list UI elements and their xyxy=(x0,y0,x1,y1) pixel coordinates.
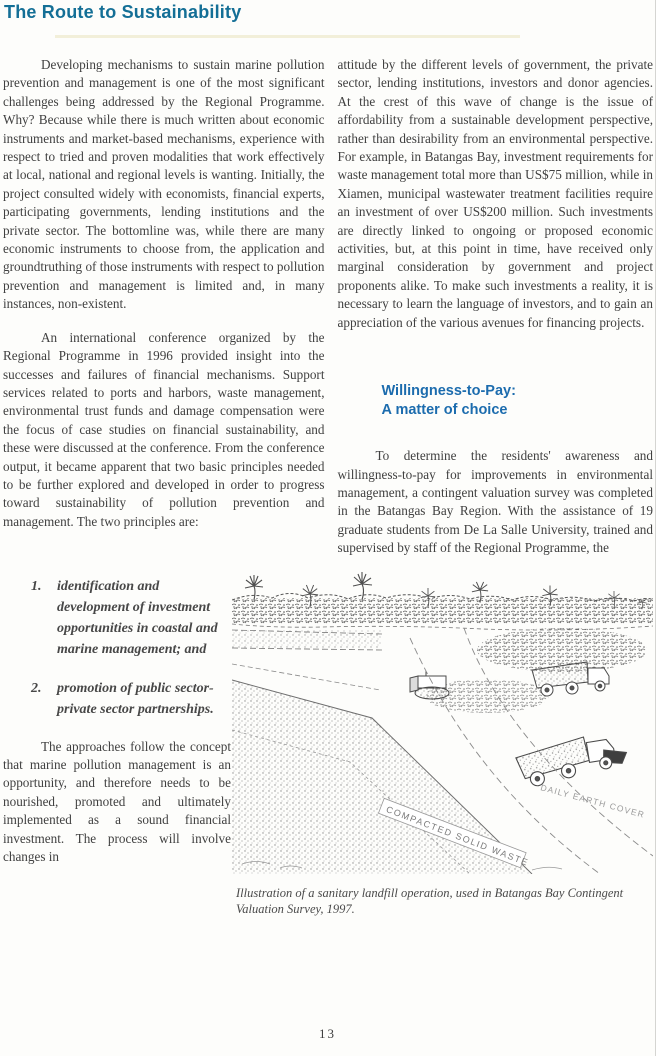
two-column-body xyxy=(3,56,653,558)
list-item xyxy=(31,576,232,660)
bulldozer xyxy=(410,671,449,699)
left-column xyxy=(3,56,325,558)
paragraph: attitude by the different levels of government, the private sector, lending institutions, investors and donor agencies. At the crest of this wave of change is the issue of affordability from a sustainable development perspective, rather than desirability from an environmental perspective. For example, in Batangas Bay, investment requirements for waste management total more than US$75 million, while in Xiamen, municipal wastewater treatment facilities require an investment of over US$200 million. Such investments are directly linked to ongoing or proposed economic activities, but, at this point in time, have received only marginal consideration by government and project proponents alike. To make such investments a reality, it is necessary to learn the language of investors, and to gain an appreciation of the various avenues for financing projects. xyxy=(337,57,653,330)
paragraph: To determine the residents' awareness and willingness-to-pay for improvements in environmental management, a contingent valuation survey was completed in the Batangas Bay Region. With the assistance of 19 graduate students from De La Salle University, trained and supervised by staff of the Regional Programme, the xyxy=(337,448,653,556)
list-item-number: 1. xyxy=(31,578,42,594)
list-item-text: identification and development of investment opportunities in coastal and marine management; and xyxy=(57,578,218,657)
paragraph: Developing mechanisms to sustain marine pollution prevention and management is one of the most significant challenges being addressed by the Regional Programme. Why? Because while there is much written about economic instruments and market-based mechanisms, experience with respect to tried and proven modalities that work effectively at local, national and regional levels is wanting. Initially, the project consulted widely with economists, financial experts, participating governments, lending institutions and the private sector. The bottomline was, while there are many economic instruments to choose from, the application and groundtruthing of those instruments with respect to pollution prevention and management is limited and, in many instances, non-existent. xyxy=(3,57,325,312)
bottom-section xyxy=(3,568,653,918)
paragraph: An international conference organized by the Regional Programme in 1996 provided insight into the successes and failures of financial mechanisms. Support services related to ports and harbors, waste management, environmental trust funds and damage compensation were the focus of case studies on financial sustainability, and these were discussed at the conference. From the conference output, it became apparent that two basic principles needed to be further explored and developed in order to progress toward sustainability of pollution prevention and management. The two principles are: xyxy=(3,329,325,529)
svg-text:COMPACTED SOLID WASTE: COMPACTED SOLID WASTE xyxy=(384,803,531,868)
hedge-band xyxy=(232,598,653,624)
figure-caption: Illustration of a sanitary landfill operation, used in Batangas Bay Contingent Valuation Survey, 1997. xyxy=(236,885,624,917)
landfill-sketch-illustration xyxy=(232,568,653,874)
page-title: The Route to Sustainability xyxy=(4,2,242,22)
berm-wall xyxy=(232,630,382,648)
cover-note-label xyxy=(539,782,646,820)
subheading-line: A matter of choice xyxy=(381,402,508,419)
narrow-left-column xyxy=(3,568,232,918)
list-item-text: promotion of public sector-private sector partnerships. xyxy=(57,680,214,717)
list-item xyxy=(31,678,232,720)
figure xyxy=(232,568,653,918)
section-subheading xyxy=(382,382,654,420)
dump-truck xyxy=(514,730,629,788)
subheading-line: Willingness-to-Pay: xyxy=(381,383,516,400)
page-number: 13 xyxy=(319,1026,336,1041)
list-item-number: 2. xyxy=(31,680,42,696)
right-column xyxy=(338,56,654,558)
title-underline-rule xyxy=(55,35,520,38)
svg-text:DAILY EARTH COVER: DAILY EARTH COVER xyxy=(539,781,647,820)
principles-list xyxy=(3,576,232,720)
paragraph: The approaches follow the concept that marine pollution management is an opportunity, and therefore needs to be nourished, promoted and ultimately implemented as a sound financial investment. The process will involve changes in xyxy=(3,738,231,864)
